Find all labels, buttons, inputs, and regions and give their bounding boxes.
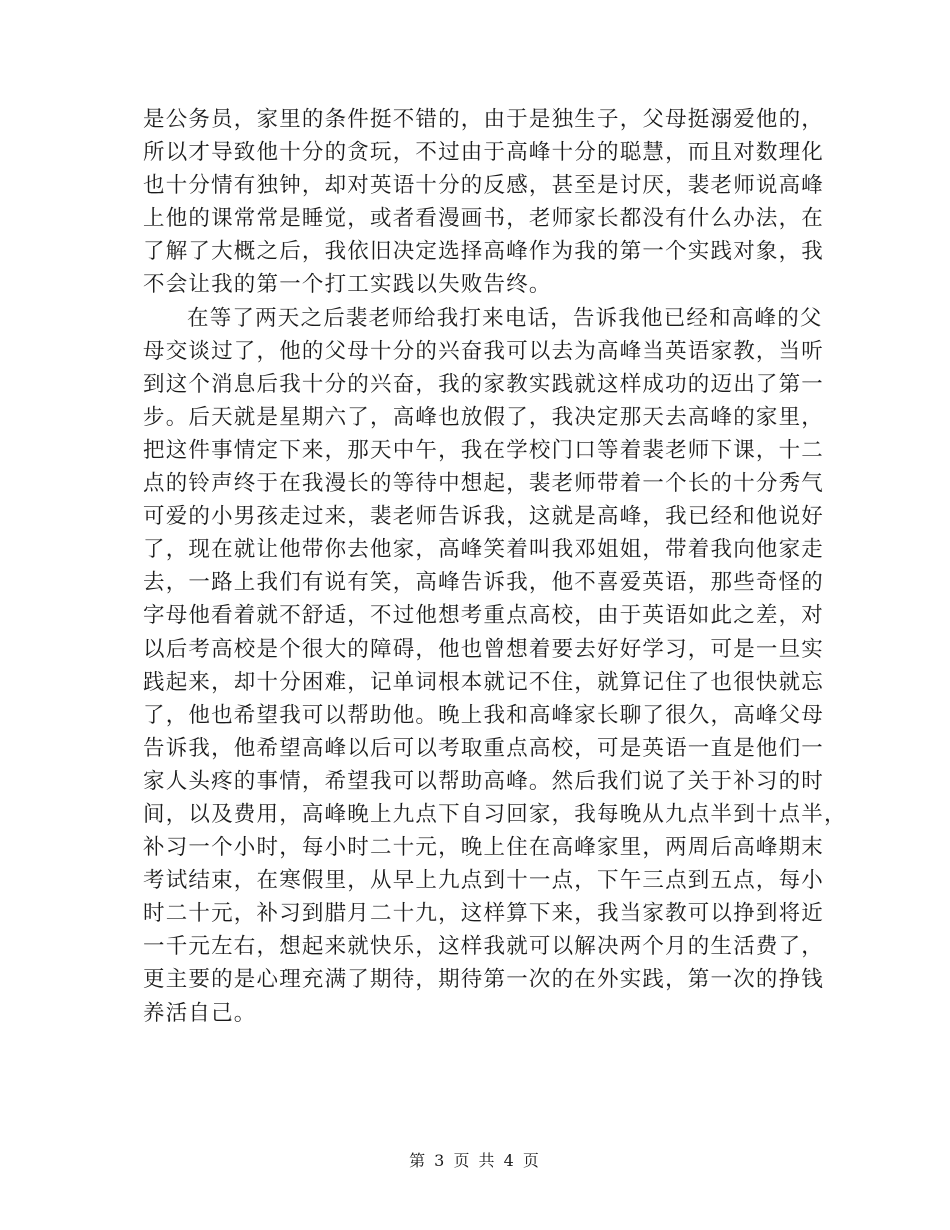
text-line: 字母他看着就不舒适，不过他想考重点高校，由于英语如此之差，对: [143, 603, 825, 629]
text-line: 所以才导致他十分的贪玩，不过由于高峰十分的聪慧，而且对数理化: [143, 140, 825, 166]
text-line: 在等了两天之后裴老师给我打来电话，告诉我他已经和高峰的父: [187, 305, 823, 331]
document-body: [143, 103, 847, 1030]
text-line: 不会让我的第一个打工实践以失败告终。: [143, 272, 552, 298]
text-line: 也十分情有独钟，却对英语十分的反感，甚至是讨厌，裴老师说高峰: [143, 173, 825, 199]
text-line: 去，一路上我们有说有笑，高峰告诉我，他不喜爱英语，那些奇怪的: [143, 570, 825, 596]
text-line: 告诉我，他希望高峰以后可以考取重点高校，可是英语一直是他们一: [143, 735, 825, 761]
text-line: 了，现在就让他带你去他家，高峰笑着叫我邓姐姐，带着我向他家走: [143, 537, 825, 563]
text-line: 更主要的是心理充满了期待，期待第一次的在外实践，第一次的挣钱: [143, 967, 825, 993]
text-line: 一千元左右，想起来就快乐，这样我就可以解决两个月的生活费了，: [143, 934, 825, 960]
text-line: 点的铃声终于在我漫长的等待中想起，裴老师带着一个长的十分秀气: [143, 471, 825, 497]
text-line: 是公务员，家里的条件挺不错的，由于是独生子，父母挺溺爱他的，: [143, 107, 825, 132]
text-line: 把这件事情定下来，那天中午，我在学校门口等着裴老师下课，十二: [143, 437, 825, 463]
paragraph-1: [143, 103, 825, 302]
paragraph-2: [143, 302, 847, 1030]
text-line: 了解了大概之后，我依旧决定选择高峰作为我的第一个实践对象，我: [143, 239, 825, 265]
text-line: 母交谈过了，他的父母十分的兴奋我可以去为高峰当英语家教，当听: [143, 338, 825, 364]
text-line: 到这个消息后我十分的兴奋，我的家教实践就这样成功的迈出了第一: [143, 371, 825, 397]
text-line: 时二十元，补习到腊月二十九，这样算下来，我当家教可以挣到将近: [143, 901, 825, 927]
text-line: 以后考高校是个很大的障碍，他也曾想着要去好好学习，可是一旦实: [143, 636, 825, 662]
text-line: 可爱的小男孩走过来，裴老师告诉我，这就是高峰，我已经和他说好: [143, 504, 825, 530]
text-line: 践起来，却十分困难，记单词根本就记不住，就算记住了也很快就忘: [143, 669, 825, 695]
text-line: 上他的课常常是睡觉，或者看漫画书，老师家长都没有什么办法，在: [143, 206, 825, 232]
text-line: 步。后天就是星期六了，高峰也放假了，我决定那天去高峰的家里，: [143, 404, 825, 430]
text-line: 家人头疼的事情，希望我可以帮助高峰。然后我们说了关于补习的时: [143, 768, 825, 794]
text-line: 补习一个小时，每小时二十元，晚上住在高峰家里，两周后高峰期末: [143, 835, 825, 861]
text-line: 间，以及费用，高峰晚上九点下自习回家，我每晚从九点半到十点半，: [143, 801, 847, 827]
page-number-footer: 第 3 页 共 4 页: [409, 1151, 541, 1170]
text-line: 了，他也希望我可以帮助他。晚上我和高峰家长聊了很久，高峰父母: [143, 702, 825, 728]
text-line: 考试结束，在寒假里，从早上九点到十一点，下午三点到五点，每小: [143, 868, 825, 894]
text-line: 养活自己。: [143, 1000, 257, 1026]
